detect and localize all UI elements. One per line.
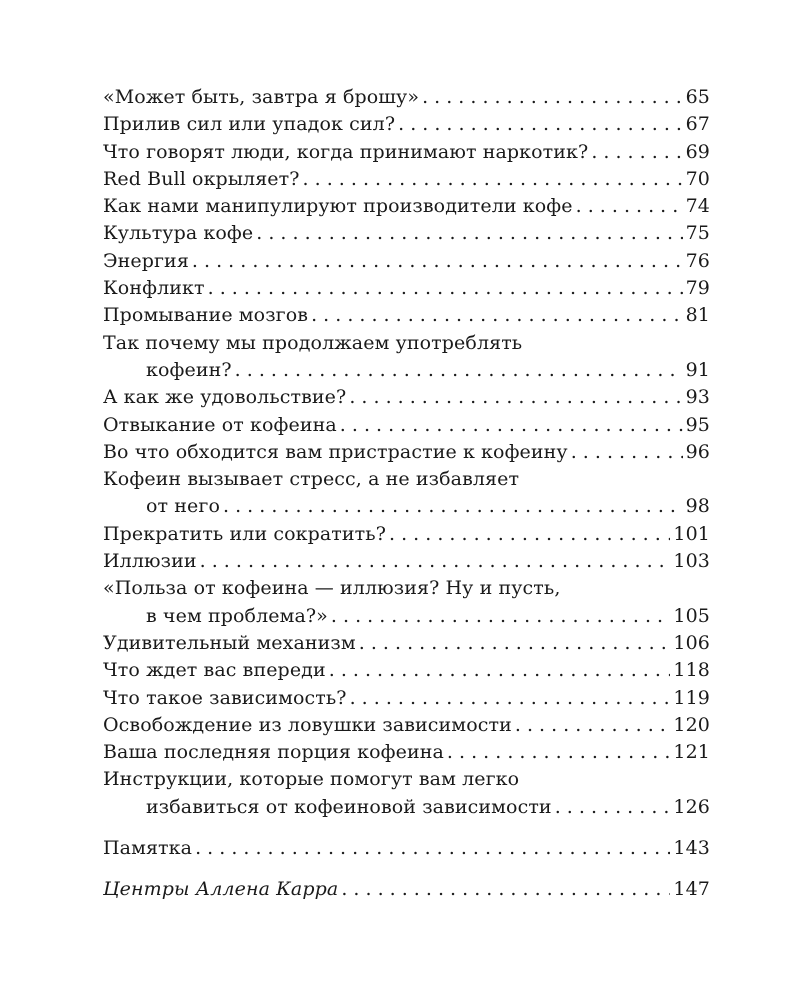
toc-entry-title: «Может быть, завтра я брошу»	[103, 86, 420, 108]
toc-entry	[103, 384, 710, 411]
section-gap	[103, 862, 710, 876]
toc-entry-title: Прекратить или сократить?	[103, 522, 387, 545]
dot-leader	[341, 876, 670, 903]
toc-entry-title-continued: в чем проблема?»	[146, 604, 328, 627]
toc-entry-title: «Польза от кофеина — иллюзия? Ну и пусть,	[103, 577, 561, 600]
section-gap	[103, 821, 710, 835]
toc-entry-page: 74	[685, 195, 710, 218]
toc-entry	[103, 111, 710, 138]
toc-entry-centers	[103, 876, 710, 903]
toc-entry-page: 120	[673, 713, 710, 736]
table-of-contents	[103, 84, 710, 904]
toc-entry-page: 121	[673, 741, 710, 764]
dot-leader	[223, 493, 683, 520]
toc-entry-title: Освобождение из ловушки зависимости	[103, 713, 512, 736]
toc-entry	[103, 193, 710, 220]
toc-entry	[103, 139, 710, 166]
toc-entry	[103, 220, 710, 247]
dot-leader	[311, 302, 683, 329]
toc-entry-first-line	[103, 575, 710, 602]
toc-entry-page: 81	[685, 304, 710, 327]
toc-entry	[103, 84, 710, 111]
toc-entry-title-continued: от него	[146, 495, 220, 518]
toc-entry	[103, 521, 710, 548]
dot-leader	[192, 248, 683, 275]
toc-entry-title: Red Bull окрыляет?	[103, 167, 300, 190]
toc-entry-page: 70	[685, 167, 710, 190]
toc-entry-title: Что ждет вас впереди	[103, 659, 326, 682]
toc-entry-title: Конфликт	[103, 277, 205, 300]
dot-leader	[256, 220, 682, 247]
toc-entry-continuation	[103, 493, 710, 520]
toc-entry-continuation	[103, 357, 710, 384]
dot-leader	[349, 384, 682, 411]
toc-entry-title: Промывание мозгов	[103, 304, 309, 327]
toc-entry-page: 91	[685, 358, 710, 381]
dot-leader	[340, 412, 683, 439]
toc-entry-title: Кофеин вызывает стресс, а не избавляет	[103, 468, 520, 491]
toc-entry	[103, 412, 710, 439]
toc-entry	[103, 739, 710, 766]
toc-entry-memo	[103, 835, 710, 862]
dot-leader	[350, 685, 671, 712]
toc-entry-title: Центры Аллена Карра	[103, 878, 339, 901]
toc-entry-page: 75	[685, 222, 710, 245]
toc-entry	[103, 685, 710, 712]
toc-entry-title: Энергия	[103, 249, 189, 272]
dot-leader	[447, 739, 671, 766]
toc-entry	[103, 712, 710, 739]
toc-entry-page: 79	[685, 277, 710, 300]
toc-entry	[103, 657, 710, 684]
toc-entry-title: Как нами манипулируют производители кофе	[103, 195, 573, 218]
toc-entry-page: 95	[685, 413, 710, 436]
toc-entry-title: Так почему мы продолжаем употреблять	[103, 331, 523, 354]
dot-leader	[359, 630, 671, 657]
dot-leader	[303, 166, 683, 193]
toc-entry-page: 147	[673, 878, 710, 901]
toc-entry-page: 76	[685, 249, 710, 272]
toc-entry-page: 93	[685, 386, 710, 409]
toc-entry-title: Памятка	[103, 837, 193, 860]
dot-leader	[571, 439, 683, 466]
toc-entry-page: 103	[673, 550, 710, 573]
toc-entry-page: 118	[673, 659, 710, 682]
toc-entry	[103, 275, 710, 302]
dot-leader	[422, 84, 683, 111]
dot-leader	[389, 521, 670, 548]
toc-entry-page: 105	[673, 604, 710, 627]
dot-leader	[208, 275, 683, 302]
toc-entry-title: Отвыкание от кофеина	[103, 413, 337, 436]
dot-leader	[515, 712, 671, 739]
toc-entry-first-line	[103, 766, 710, 793]
dot-leader	[195, 835, 670, 862]
toc-entry-title: Ваша последняя порция кофеина	[103, 741, 444, 764]
toc-entry-first-line	[103, 466, 710, 493]
toc-entry	[103, 439, 710, 466]
toc-entry-title: Что говорят люди, когда принимают наркотик?	[103, 140, 589, 163]
toc-entry-title: Культура кофе	[103, 222, 254, 245]
dot-leader	[555, 794, 671, 821]
toc-entry-title: А как же удовольствие?	[103, 386, 347, 409]
toc-entry-first-line	[103, 330, 710, 357]
toc-entry	[103, 302, 710, 329]
toc-entry-title: Иллюзии	[103, 550, 197, 573]
toc-entry-page: 67	[685, 113, 710, 136]
toc-entry	[103, 548, 710, 575]
toc-entry-page: 69	[685, 140, 710, 163]
toc-entry	[103, 166, 710, 193]
toc-entry-continuation	[103, 794, 710, 821]
dot-leader	[331, 603, 671, 630]
dot-leader	[200, 548, 671, 575]
toc-entry-page: 126	[673, 795, 710, 818]
toc-entry-continuation	[103, 603, 710, 630]
toc-entry-page: 98	[685, 495, 710, 518]
toc-entry-title: Во что обходится вам пристрастие к кофеину	[103, 440, 568, 463]
toc-entry-page: 143	[673, 837, 710, 860]
toc-entry-page: 65	[685, 86, 710, 108]
toc-entry-title: Удивительный механизм	[103, 631, 356, 654]
dot-leader	[576, 193, 683, 220]
dot-leader	[235, 357, 683, 384]
toc-entry	[103, 630, 710, 657]
toc-entry	[103, 248, 710, 275]
toc-entry-title-continued: избавиться от кофеиновой зависимости	[146, 795, 552, 818]
dot-leader	[329, 657, 671, 684]
dot-leader	[398, 111, 683, 138]
toc-entry-title: Инструкции, которые помогут вам легко	[103, 768, 520, 791]
toc-entry-page: 101	[673, 522, 710, 545]
toc-entry-title: Прилив сил или упадок сил?	[103, 113, 396, 136]
toc-entry-page: 96	[685, 440, 710, 463]
toc-entry-page: 119	[673, 686, 710, 709]
dot-leader	[591, 139, 682, 166]
toc-entry-title-continued: кофеин?	[146, 358, 232, 381]
toc-entry-page: 106	[673, 631, 710, 654]
toc-entry-title: Что такое зависимость?	[103, 686, 347, 709]
